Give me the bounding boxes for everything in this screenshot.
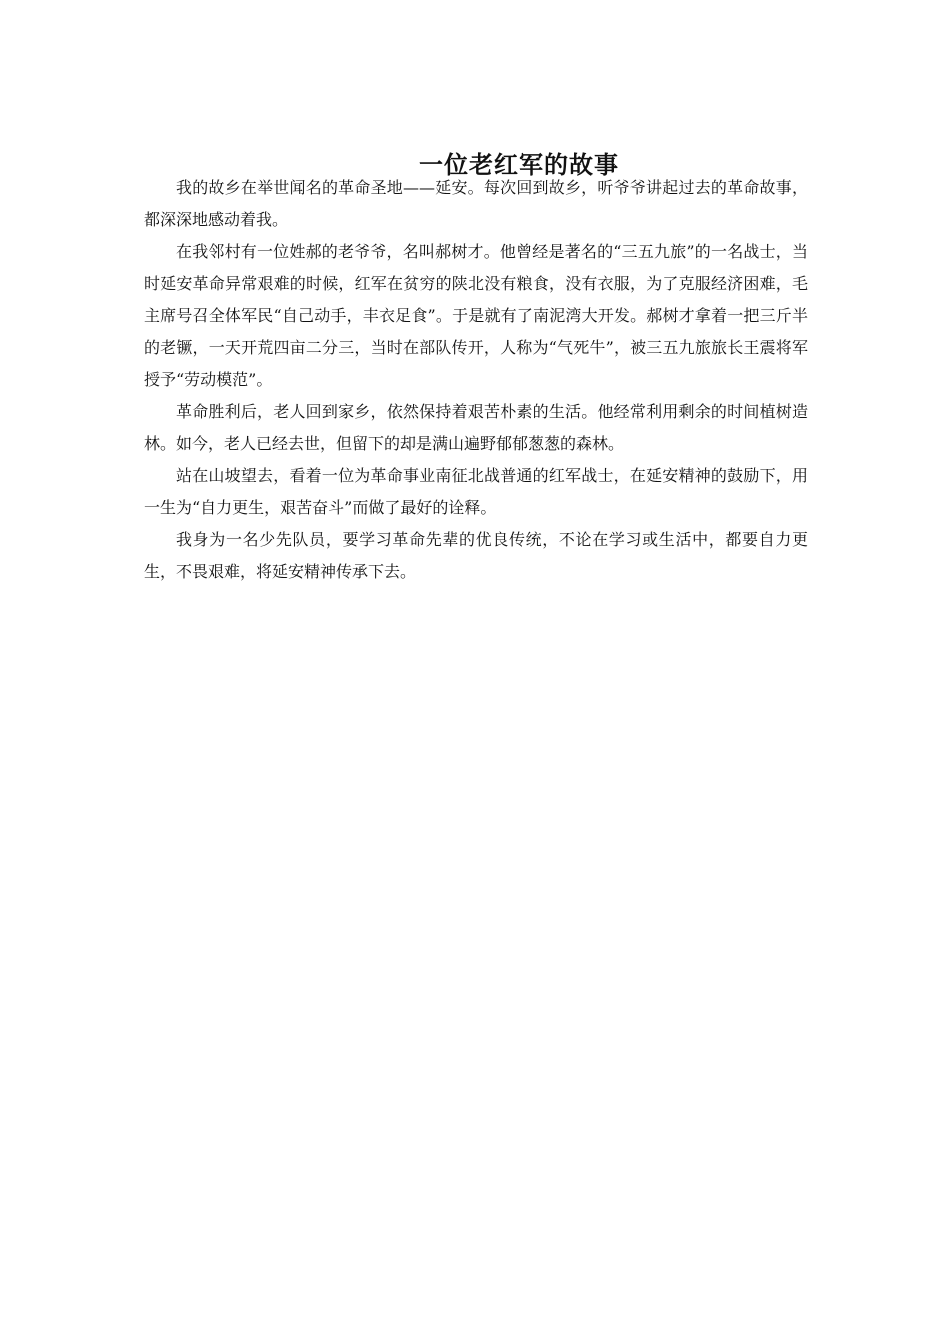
document-body xyxy=(144,172,808,588)
paragraph-2: 在我邻村有一位姓郝的老爷爷，名叫郝树才。他曾经是著名的“三五九旅”的一名战士，当时延安革命异常艰难的时候，红军在贫穷的陕北没有粮食，没有衣服，为了克服经济困难，毛主席号召全体军民“自己动手，丰衣足食”。于是就有了南泥湾大开发。郝树才拿着一把三斤半的老镢，一天开荒四亩二分三，当时在部队传开，人称为“气死牛”，被三五九旅旅长王震将军授予“劳动模范”。 xyxy=(144,242,808,389)
paragraph-5: 我身为一名少先队员，要学习革命先辈的优良传统，不论在学习或生活中，都要自力更生，不畏艰难，将延安精神传承下去。 xyxy=(144,530,808,581)
paragraph-3: 革命胜利后，老人回到家乡，依然保持着艰苦朴素的生活。他经常利用剩余的时间植树造林。如今，老人已经去世，但留下的却是满山遍野郁郁葱葱的森林。 xyxy=(144,402,808,453)
document-title: 一位老红军的故事 xyxy=(419,150,619,180)
paragraph-4: 站在山坡望去，看着一位为革命事业南征北战普通的红军战士，在延安精神的鼓励下，用一生为“自力更生，艰苦奋斗”而做了最好的诠释。 xyxy=(144,466,808,517)
paragraph-1: 我的故乡在举世闻名的革命圣地——延安。每次回到故乡，听爷爷讲起过去的革命故事，都深深地感动着我。 xyxy=(144,178,808,229)
